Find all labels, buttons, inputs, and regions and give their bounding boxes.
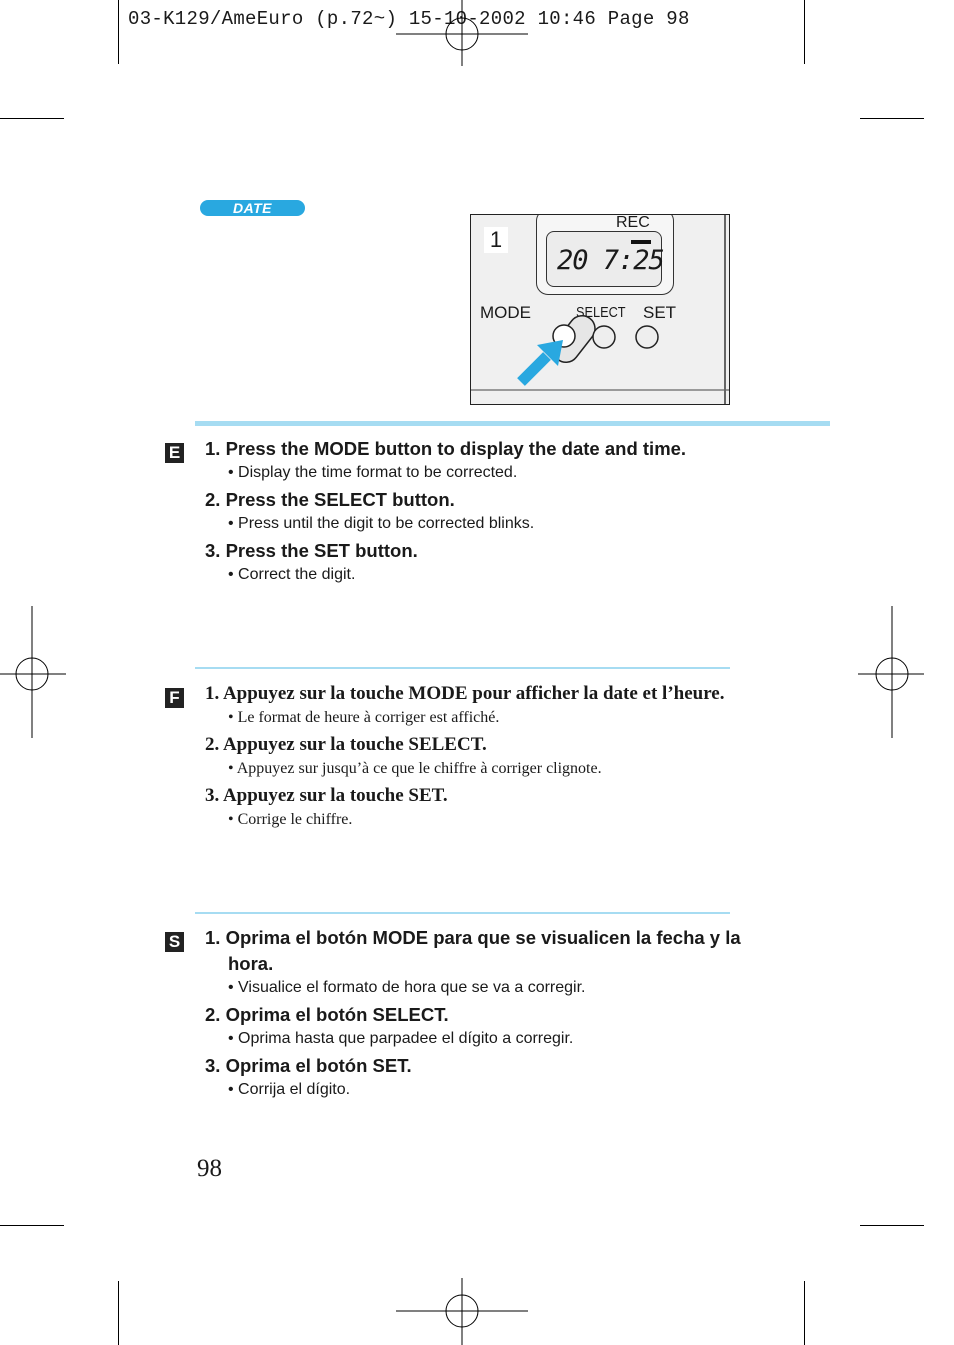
section-rule-top (195, 421, 830, 426)
english-step-1: 1. Press the MODE button to display the date and time. (205, 438, 687, 459)
registration-mark-top (396, 0, 528, 68)
spanish-step-1: 1. Oprima el botón MODE para que se visualicen la fecha y la hora. (205, 927, 741, 974)
english-step-2: 2. Press the SELECT button. (205, 489, 455, 510)
french-note-2: • Appuyez sur jusqu’à ce que le chiffre à corriger clignote. (228, 760, 602, 777)
language-tag-english: E (165, 443, 184, 463)
english-note-1: • Display the time format to be corrected. (228, 464, 518, 481)
spanish-note-2: • Oprima hasta que parpadee el dígito a corregir. (228, 1030, 574, 1047)
registration-mark-left (0, 606, 66, 738)
spanish-step-2: 2. Oprima el botón SELECT. (205, 1004, 449, 1025)
english-note-3: • Correct the digit. (228, 566, 356, 583)
arrow-pointer-icon (521, 340, 563, 382)
section-rule-french (195, 667, 730, 669)
spanish-note-1: • Visualice el formato de hora que se va a corregir. (228, 979, 586, 996)
french-step-2: 2. Appuyez sur la touche SELECT. (205, 734, 487, 755)
page-number: 98 (197, 1155, 222, 1182)
english-step-3: 3. Press the SET button. (205, 540, 418, 561)
lcd-time-readout: 20 7:25 (557, 245, 664, 276)
section-rule-spanish (195, 912, 730, 914)
button-controls (471, 215, 729, 404)
french-note-3: • Corrige le chiffre. (228, 811, 353, 828)
french-note-1: • Le format de heure à corriger est affiché. (228, 709, 500, 726)
spanish-instructions (205, 925, 745, 1104)
registration-mark-right (858, 606, 924, 738)
registration-mark-bottom (396, 1278, 528, 1345)
rec-label: REC (616, 214, 650, 231)
date-badge: DATE (200, 200, 305, 216)
french-instructions (205, 681, 745, 834)
french-step-1: 1. Appuyez sur la touche MODE pour afficher la date et l’heure. (205, 683, 725, 704)
select-label: SELECT (576, 304, 626, 321)
mode-label: MODE (480, 303, 531, 322)
set-label: SET (643, 303, 677, 322)
camera-panel-figure (470, 214, 730, 405)
set-button (636, 326, 658, 348)
language-tag-french: F (165, 688, 184, 708)
select-button (593, 326, 615, 348)
language-tag-spanish: S (165, 932, 184, 952)
spanish-step-3: 3. Oprima el botón SET. (205, 1055, 412, 1076)
spanish-note-3: • Corrija el dígito. (228, 1081, 351, 1098)
english-instructions (205, 436, 745, 589)
english-note-2: • Press until the digit to be corrected blinks. (228, 515, 535, 532)
step-number: 1 (484, 227, 508, 253)
french-step-3: 3. Appuyez sur la touche SET. (205, 785, 448, 806)
print-slug: 03-K129/AmeEuro (p.72~) 15-10-2002 10:46 Page 98 (128, 8, 690, 30)
